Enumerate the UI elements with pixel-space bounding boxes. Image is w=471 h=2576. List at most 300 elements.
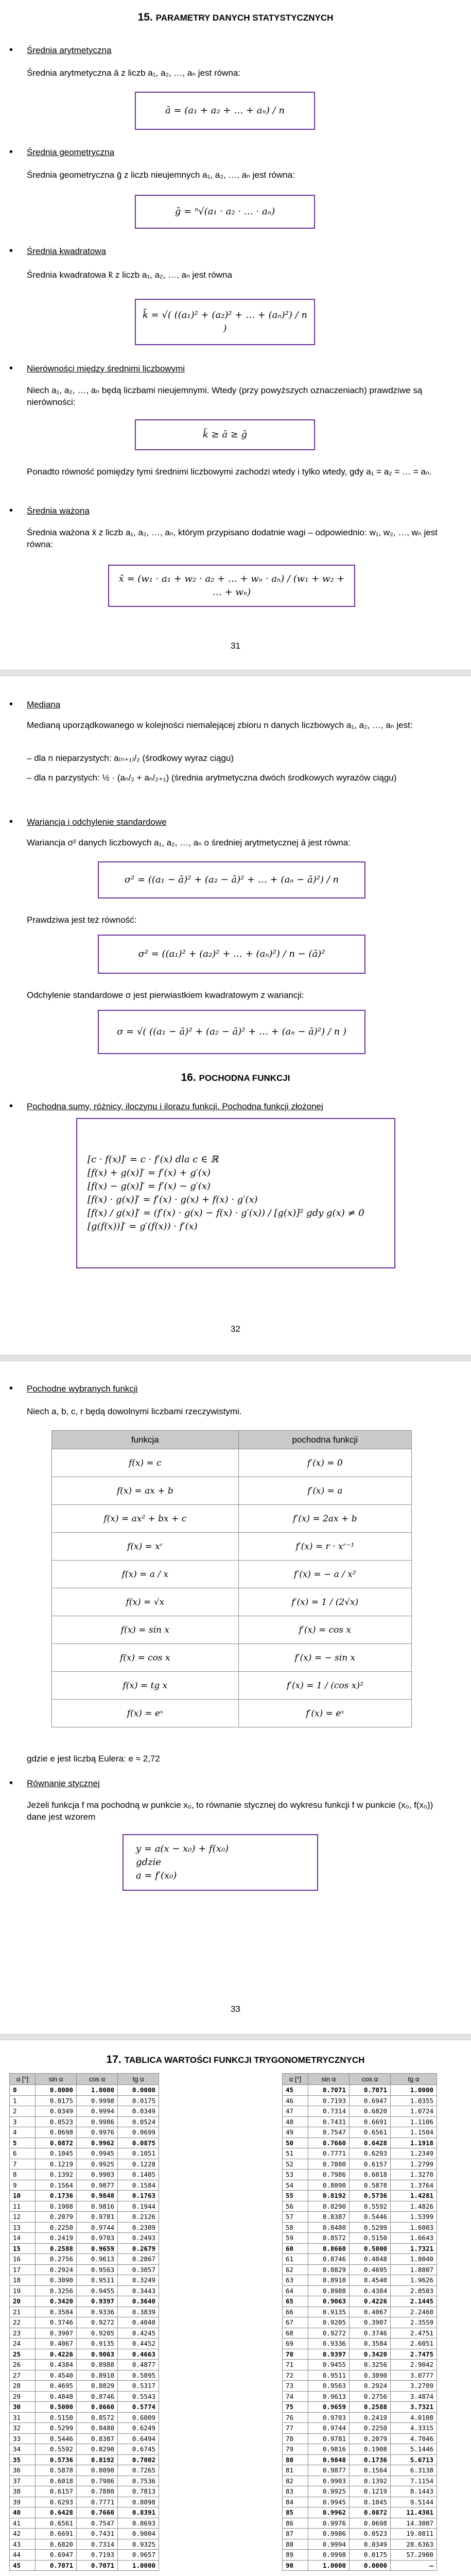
cos-cell: 0.7880 — [77, 2486, 118, 2497]
table-row — [10, 2212, 159, 2223]
table-row — [10, 2307, 159, 2317]
sin-cell: 0.8829 — [308, 2264, 350, 2275]
page-32 — [0, 676, 471, 1355]
cos-cell: 0.5446 — [350, 2212, 391, 2223]
table-row — [10, 2381, 159, 2392]
tg-cell: 0.2126 — [118, 2212, 159, 2223]
tg-cell: 1.0724 — [391, 2106, 437, 2117]
table-row — [10, 2338, 159, 2349]
derivatives-title: • Pochodne wybranych funkcji — [27, 1384, 137, 1394]
sin-cell: 0.7071 — [308, 2085, 350, 2096]
alpha-cell: 25 — [10, 2349, 36, 2360]
cos-cell: 0.9135 — [77, 2338, 118, 2349]
table-row — [10, 2180, 159, 2191]
alpha-cell: 6 — [10, 2148, 36, 2159]
table-row — [10, 2095, 159, 2106]
sin-cell: 0.9945 — [308, 2497, 350, 2507]
sin-cell: 0.6018 — [36, 2476, 77, 2486]
table-row — [283, 2360, 437, 2370]
table-row — [283, 2243, 437, 2254]
table-row — [10, 2275, 159, 2286]
table-row — [52, 1700, 412, 1727]
derivative-cell: f′(x) = 0 — [238, 1449, 411, 1477]
cos-cell: 0.9511 — [77, 2275, 118, 2286]
cos-cell: 0.2079 — [350, 2433, 391, 2444]
table-row — [283, 2212, 437, 2223]
alpha-cell: 45 — [10, 2560, 36, 2571]
cos-cell: 0.0175 — [350, 2550, 391, 2561]
col-derivative: pochodna funkcji — [238, 1431, 411, 1449]
ineq-text: Niech a₁, a₂, …, aₙ będą liczbami nieujemnymi. Wtedy (przy powyższych oznaczeniach) prawdziwe są nierówności: — [27, 385, 423, 407]
cos-cell: 0.5000 — [350, 2243, 391, 2254]
sin-cell: 1.0000 — [308, 2560, 350, 2571]
alpha-cell: 76 — [283, 2412, 308, 2423]
alpha-cell: 29 — [10, 2391, 36, 2402]
sin-cell: 0.5878 — [36, 2465, 77, 2476]
cos-cell: 0.9455 — [77, 2285, 118, 2296]
alpha-cell: 4 — [10, 2127, 36, 2138]
alpha-cell: 50 — [283, 2138, 308, 2148]
sin-cell: 0.2924 — [36, 2264, 77, 2275]
table-row — [10, 2454, 159, 2465]
table-row — [10, 2412, 159, 2423]
table-row — [10, 2539, 159, 2550]
col-tg: tg α — [391, 2074, 437, 2085]
cos-cell: 0.7431 — [77, 2529, 118, 2539]
cos-cell: 0.9925 — [77, 2159, 118, 2170]
sin-cell: 0.7431 — [308, 2116, 350, 2127]
table-row — [283, 2486, 437, 2497]
table-row — [10, 2486, 159, 2497]
trig-table-left — [9, 2073, 159, 2571]
table-row — [10, 2116, 159, 2127]
sin-cell: 0.9511 — [308, 2370, 350, 2381]
table-row — [283, 2391, 437, 2402]
median-even: – dla n parzystych: ½ · (aₙ/₂ + aₙ/₂₊₁) (średnia arytmetyczna dwóch środkowych wyrazów ciągu) — [27, 773, 397, 783]
cos-cell: 0.8290 — [77, 2444, 118, 2455]
cos-cell: 0.9976 — [77, 2127, 118, 2138]
tg-cell: 0.5543 — [118, 2391, 159, 2402]
cos-cell: 0.9336 — [77, 2307, 118, 2317]
sin-cell: 0.5736 — [36, 2454, 77, 2465]
alpha-cell: 86 — [283, 2518, 308, 2529]
tg-cell: 0.2493 — [118, 2233, 159, 2244]
variance-also: Prawdziwa jest też równość: — [27, 915, 137, 925]
table-row — [10, 2285, 159, 2296]
sin-cell: 0.0523 — [36, 2116, 77, 2127]
tangent-text: Jeżeli funkcja f ma pochodną w punkcie x₀, to równanie stycznej do wykresu funkcji f w punkcie (x₀, f(x₀)) dane jest wzorem — [27, 1800, 433, 1822]
table-row — [283, 2254, 437, 2265]
tg-cell: 1.2799 — [391, 2159, 437, 2170]
alpha-cell: 66 — [283, 2307, 308, 2317]
sin-cell: 0.4695 — [36, 2381, 77, 2392]
col-alpha: α [°] — [283, 2074, 308, 2085]
tg-cell: 3.4874 — [391, 2391, 437, 2402]
alpha-cell: 2 — [10, 2106, 36, 2117]
tg-cell: 0.1763 — [118, 2191, 159, 2201]
tg-cell: 0.6745 — [118, 2444, 159, 2455]
alpha-cell: 40 — [10, 2507, 36, 2518]
variance-title: • Wariancja i odchylenie standardowe — [27, 817, 167, 827]
tg-cell: 0.0000 — [118, 2085, 159, 2096]
cos-cell: 0.9563 — [77, 2264, 118, 2275]
sin-cell: 0.1219 — [36, 2159, 77, 2170]
col-function: funkcja — [52, 1431, 239, 1449]
sin-cell: 0.9563 — [308, 2381, 350, 2392]
sin-cell: 0.7071 — [36, 2560, 77, 2571]
tg-cell: 1.6643 — [391, 2233, 437, 2244]
tg-cell: 1.5399 — [391, 2212, 437, 2223]
table-row — [283, 2201, 437, 2212]
geom-title: • Średnia geometryczna — [27, 147, 114, 158]
alpha-cell: 39 — [10, 2497, 36, 2507]
sin-cell: 0.3907 — [36, 2328, 77, 2338]
page-separator — [0, 670, 471, 676]
tg-cell: 0.3839 — [118, 2307, 159, 2317]
alpha-cell: 85 — [283, 2507, 308, 2518]
table-row — [283, 2497, 437, 2507]
col-sin: sin α — [308, 2074, 350, 2085]
alpha-cell: 28 — [10, 2381, 36, 2392]
derivative-cell: f′(x) = eˣ — [238, 1700, 411, 1727]
alpha-cell: 72 — [283, 2370, 308, 2381]
cos-cell: 0.8387 — [77, 2433, 118, 2444]
sin-cell: 0.9816 — [308, 2444, 350, 2455]
alpha-cell: 38 — [10, 2486, 36, 2497]
table-row — [283, 2476, 437, 2486]
alpha-cell: 26 — [10, 2360, 36, 2370]
cos-cell: 0.8192 — [77, 2454, 118, 2465]
table-row — [10, 2296, 159, 2307]
table-row — [52, 1616, 412, 1644]
tangent-title: • Równanie stycznej — [27, 1778, 100, 1789]
tg-cell: 4.3315 — [391, 2423, 437, 2434]
tg-cell: 0.4663 — [118, 2349, 159, 2360]
alpha-cell: 53 — [283, 2170, 308, 2180]
sin-cell: 0.2079 — [36, 2212, 77, 2223]
table-row — [283, 2264, 437, 2275]
sin-cell: 0.0698 — [36, 2127, 77, 2138]
table-row — [283, 2085, 437, 2096]
arith-text: Średnia arytmetyczna ā z liczb a₁, a₂, …, aₙ jest równa: — [27, 68, 240, 78]
tg-cell: 1.3270 — [391, 2170, 437, 2180]
tg-cell: 0.1228 — [118, 2159, 159, 2170]
tg-cell: 0.2679 — [118, 2243, 159, 2254]
sin-cell: 0.8910 — [308, 2275, 350, 2286]
cos-cell: 0.9781 — [77, 2212, 118, 2223]
tg-cell: 1.3764 — [391, 2180, 437, 2191]
sin-cell: 0.0000 — [36, 2085, 77, 2096]
cos-cell: 0.6428 — [350, 2138, 391, 2148]
sin-cell: 0.1736 — [36, 2191, 77, 2201]
tg-cell: 9.5144 — [391, 2497, 437, 2507]
sin-cell: 0.8480 — [308, 2222, 350, 2233]
cos-cell: 0.7193 — [77, 2550, 118, 2561]
std-text: Odchylenie standardowe σ jest pierwiastkiem kwadratowym z wariancji: — [27, 990, 304, 1000]
table-row — [283, 2550, 437, 2561]
alpha-cell: 63 — [283, 2275, 308, 2286]
table-row — [10, 2518, 159, 2529]
table-row — [10, 2233, 159, 2244]
cos-cell: 0.9962 — [77, 2138, 118, 2148]
sin-cell: 0.9962 — [308, 2507, 350, 2518]
cos-cell: 0.4067 — [350, 2307, 391, 2317]
tg-cell: 2.2460 — [391, 2307, 437, 2317]
tg-cell: 2.9042 — [391, 2360, 437, 2370]
alpha-cell: 44 — [10, 2550, 36, 2561]
sin-cell: 0.9063 — [308, 2296, 350, 2307]
table-row — [10, 2476, 159, 2486]
cos-cell: 0.4848 — [350, 2254, 391, 2265]
sin-cell: 0.3420 — [36, 2296, 77, 2307]
table-row — [283, 2159, 437, 2170]
cos-cell: 1.0000 — [77, 2085, 118, 2096]
table-row — [10, 2560, 159, 2571]
sin-cell: 0.0872 — [36, 2138, 77, 2148]
col-tg: tg α — [118, 2074, 159, 2085]
table-row — [283, 2116, 437, 2127]
cos-cell: 0.7547 — [77, 2518, 118, 2529]
cos-cell: 0.3907 — [350, 2317, 391, 2328]
alpha-cell: 47 — [283, 2106, 308, 2117]
tg-cell: 0.8693 — [118, 2518, 159, 2529]
tg-cell: 0.4040 — [118, 2317, 159, 2328]
tg-cell: — — [391, 2560, 437, 2571]
alpha-cell: 80 — [283, 2454, 308, 2465]
median-title: • Mediana — [27, 700, 60, 710]
cos-cell: 0.3746 — [350, 2328, 391, 2338]
sin-cell: 0.4540 — [36, 2370, 77, 2381]
cos-cell: 0.6561 — [350, 2127, 391, 2138]
cos-cell: 0.9998 — [77, 2095, 118, 2106]
cos-cell: 0.1736 — [350, 2454, 391, 2465]
cos-cell: 0.9945 — [77, 2148, 118, 2159]
alpha-cell: 0 — [10, 2085, 36, 2096]
table-row — [52, 1505, 412, 1533]
table-row — [10, 2529, 159, 2539]
table-row — [10, 2254, 159, 2265]
alpha-cell: 15 — [10, 2243, 36, 2254]
function-cell: f(x) = ax² + bx + c — [52, 1505, 239, 1533]
tg-cell: 28.6363 — [391, 2539, 437, 2550]
alpha-cell: 5 — [10, 2138, 36, 2148]
heading-number: 17. — [106, 2054, 121, 2065]
alpha-cell: 24 — [10, 2338, 36, 2349]
table-row — [10, 2465, 159, 2476]
derivative-cell: f′(x) = 2ax + b — [238, 1505, 411, 1533]
table-row — [283, 2233, 437, 2244]
alpha-cell: 48 — [283, 2116, 308, 2127]
sin-cell: 0.6691 — [36, 2529, 77, 2539]
quad-title: • Średnia kwadratowa — [27, 246, 106, 257]
table-row — [283, 2170, 437, 2180]
table-row — [283, 2191, 437, 2201]
alpha-cell: 60 — [283, 2243, 308, 2254]
cos-cell: 0.8746 — [77, 2391, 118, 2402]
sin-cell: 0.5592 — [36, 2444, 77, 2455]
sin-cell: 0.9903 — [308, 2476, 350, 2486]
quad-formula: k̄ = √( ((a₁)² + (a₂)² + … + (aₙ)²) / n ) — [135, 299, 315, 345]
alpha-cell: 42 — [10, 2529, 36, 2539]
table-row — [52, 1561, 412, 1588]
tg-cell: 0.1405 — [118, 2170, 159, 2180]
alpha-cell: 7 — [10, 2159, 36, 2170]
sin-cell: 0.7193 — [308, 2095, 350, 2106]
tg-cell: 1.2349 — [391, 2148, 437, 2159]
alpha-cell: 55 — [283, 2191, 308, 2201]
alpha-cell: 17 — [10, 2264, 36, 2275]
tg-cell: 0.3640 — [118, 2296, 159, 2307]
table-row — [10, 2138, 159, 2148]
alpha-cell: 58 — [283, 2222, 308, 2233]
table-row — [10, 2317, 159, 2328]
page-separator — [0, 1355, 471, 1361]
derivatives-intro: Niech a, b, c, r będą dowolnymi liczbami rzeczywistymi. — [27, 1406, 242, 1416]
page-34 — [0, 2040, 471, 2576]
tg-cell: 19.0811 — [391, 2529, 437, 2539]
alpha-cell: 84 — [283, 2497, 308, 2507]
ineq-formula: k̄ ≥ ā ≥ ḡ — [135, 419, 315, 450]
cos-cell: 0.3584 — [350, 2338, 391, 2349]
sin-cell: 0.9744 — [308, 2423, 350, 2434]
tg-cell: 7.1154 — [391, 2476, 437, 2486]
weighted-text: Średnia ważona x̄ z liczb a₁, a₂, …, aₙ, którym przypisano dodatnie wagi – odpowiednio: w₁, w₂, …, wₙ jest równa: — [27, 528, 438, 549]
tg-cell: 1.1504 — [391, 2127, 437, 2138]
tg-cell: 0.7002 — [118, 2454, 159, 2465]
sin-cell: 0.6157 — [36, 2486, 77, 2497]
cos-cell: 0.5592 — [350, 2201, 391, 2212]
table-row — [283, 2180, 437, 2191]
variance-formula-3: σ = √( ((a₁ − ā)² + (a₂ − ā)² + … + (aₙ − ā)²) / n ) — [98, 1010, 365, 1054]
cos-cell: 0.0698 — [350, 2518, 391, 2529]
sin-cell: 0.6293 — [36, 2497, 77, 2507]
cos-cell: 0.6157 — [350, 2159, 391, 2170]
sin-cell: 0.9976 — [308, 2518, 350, 2529]
tg-cell: 0.2309 — [118, 2222, 159, 2233]
alpha-cell: 18 — [10, 2275, 36, 2286]
cos-cell: 0.7071 — [77, 2560, 118, 2571]
table-row — [10, 2402, 159, 2413]
sin-cell: 0.8192 — [308, 2191, 350, 2201]
alpha-cell: 70 — [283, 2349, 308, 2360]
cos-cell: 0.5878 — [350, 2180, 391, 2191]
cos-cell: 0.8572 — [77, 2412, 118, 2423]
derivative-cell: f′(x) = − sin x — [238, 1644, 411, 1672]
table-row — [283, 2402, 437, 2413]
cos-cell: 0.6947 — [350, 2095, 391, 2106]
cos-cell: 0.9205 — [77, 2328, 118, 2338]
table-row — [283, 2349, 437, 2360]
table-row — [10, 2328, 159, 2338]
tg-cell: 0.3057 — [118, 2264, 159, 2275]
alpha-cell: 45 — [283, 2085, 308, 2096]
cos-cell: 0.2924 — [350, 2381, 391, 2392]
sin-cell: 0.8746 — [308, 2254, 350, 2265]
table-row — [10, 2507, 159, 2518]
tg-cell: 1.8807 — [391, 2264, 437, 2275]
cos-cell: 0.9816 — [77, 2201, 118, 2212]
sin-cell: 0.1908 — [36, 2201, 77, 2212]
cos-cell: 0.9397 — [77, 2296, 118, 2307]
sin-cell: 0.4067 — [36, 2338, 77, 2349]
sin-cell: 0.0349 — [36, 2106, 77, 2117]
sin-cell: 0.2250 — [36, 2222, 77, 2233]
alpha-cell: 77 — [283, 2423, 308, 2434]
section-heading-16 — [0, 1072, 471, 1084]
derivative-cell: f′(x) = a — [238, 1477, 411, 1505]
table-row — [10, 2264, 159, 2275]
alpha-cell: 12 — [10, 2212, 36, 2223]
deriv-rules-title: • Pochodna sumy, różnicy, iloczynu i ilorazu funkcji. Pochodna funkcji złożonej — [27, 1101, 323, 1112]
cos-cell: 0.9994 — [77, 2106, 118, 2117]
tg-cell: 11.4301 — [391, 2507, 437, 2518]
alpha-cell: 46 — [283, 2095, 308, 2106]
cos-cell: 0.8660 — [77, 2402, 118, 2413]
alpha-cell: 22 — [10, 2317, 36, 2328]
cos-cell: 0.1219 — [350, 2486, 391, 2497]
table-row — [10, 2106, 159, 2117]
function-cell: f(x) = eˣ — [52, 1700, 239, 1727]
cos-cell: 0.4695 — [350, 2264, 391, 2275]
sin-cell: 0.2419 — [36, 2233, 77, 2244]
variance-formula-1: σ² = ((a₁ − ā)² + (a₂ − ā)² + … + (aₙ − ā)²) / n — [98, 861, 365, 899]
sin-cell: 0.9998 — [308, 2550, 350, 2561]
tg-cell: 1.0000 — [118, 2560, 159, 2571]
cos-cell: 0.1045 — [350, 2497, 391, 2507]
alpha-cell: 75 — [283, 2402, 308, 2413]
arith-title: • Średnia arytmetyczna — [27, 45, 111, 56]
section-heading-15 — [0, 11, 471, 24]
cos-cell: 0.3256 — [350, 2360, 391, 2370]
alpha-cell: 88 — [283, 2539, 308, 2550]
sin-cell: 0.9877 — [308, 2465, 350, 2476]
tg-cell: 0.0349 — [118, 2106, 159, 2117]
alpha-cell: 62 — [283, 2264, 308, 2275]
alpha-cell: 73 — [283, 2381, 308, 2392]
tg-cell: 3.7321 — [391, 2402, 437, 2413]
tg-cell: 8.1443 — [391, 2486, 437, 2497]
tg-cell: 0.6009 — [118, 2412, 159, 2423]
table-row — [52, 1672, 412, 1700]
sin-cell: 0.9336 — [308, 2338, 350, 2349]
tg-cell: 1.7321 — [391, 2243, 437, 2254]
alpha-cell: 56 — [283, 2201, 308, 2212]
table-row — [10, 2360, 159, 2370]
cos-cell: 0.8480 — [77, 2423, 118, 2434]
tg-cell: 1.9626 — [391, 2275, 437, 2286]
alpha-cell: 14 — [10, 2233, 36, 2244]
table-row — [52, 1588, 412, 1616]
page-number: 32 — [231, 1324, 240, 1334]
sin-cell: 0.3256 — [36, 2285, 77, 2296]
table-row — [283, 2423, 437, 2434]
cos-cell: 0.8090 — [77, 2465, 118, 2476]
tg-cell: 0.4245 — [118, 2328, 159, 2338]
tg-cell: 0.7265 — [118, 2465, 159, 2476]
cos-cell: 0.2419 — [350, 2412, 391, 2423]
sin-cell: 0.7314 — [308, 2106, 350, 2117]
cos-cell: 0.7771 — [77, 2497, 118, 2507]
tg-cell: 1.0355 — [391, 2095, 437, 2106]
cos-cell: 0.8988 — [77, 2360, 118, 2370]
sin-cell: 0.6561 — [36, 2518, 77, 2529]
tg-cell: 0.1584 — [118, 2180, 159, 2191]
tg-cell: 0.6494 — [118, 2433, 159, 2444]
cos-cell: 0.2250 — [350, 2423, 391, 2434]
geom-text: Średnia geometryczna ḡ z liczb nieujemnych a₁, a₂, …, aₙ jest równa: — [27, 170, 295, 180]
table-row — [283, 2433, 437, 2444]
sin-cell: 0.9397 — [308, 2349, 350, 2360]
